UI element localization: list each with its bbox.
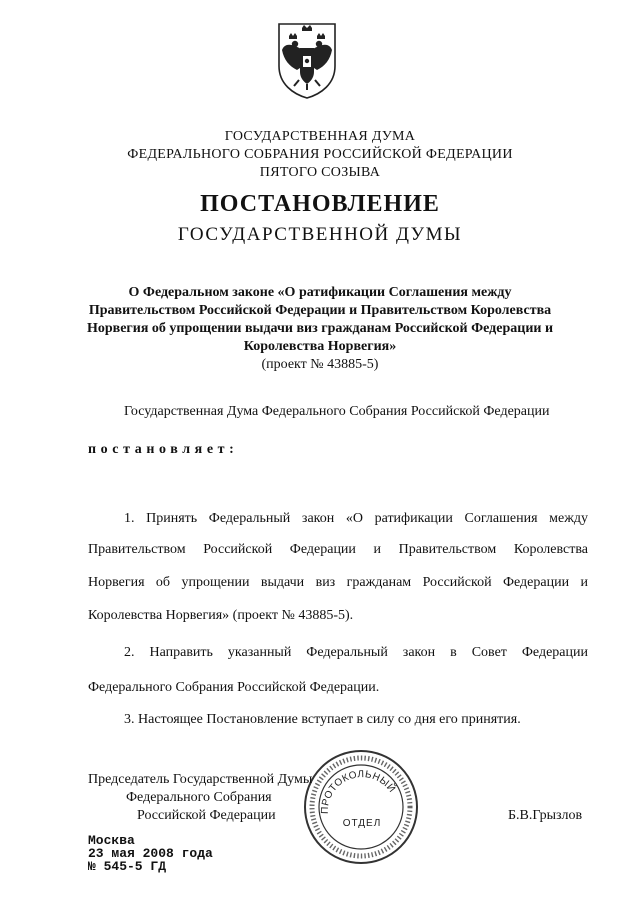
subject-project-number: (проект № 43885-5): [261, 357, 379, 372]
coat-of-arms-emblem: [275, 20, 339, 100]
paragraph-1-line-2: Правительством Российской Федерации и Правительством Королевства: [88, 542, 588, 557]
signatory-title-line-2: Федерального Собрания: [126, 790, 272, 805]
resolution-number: № 545-5 ГД: [88, 859, 167, 874]
issuer-line-2: ФЕДЕРАЛЬНОГО СОБРАНИЯ РОССИЙСКОЙ ФЕДЕРАЦИИ: [127, 147, 513, 162]
subject-line-2: Правительством Российской Федерации и Правительством Королевства: [88, 303, 552, 318]
subject-line-3: Норвегия об упрощении выдачи виз гражданам Российской Федерации и: [86, 321, 554, 336]
paragraph-2-line-2: Федерального Собрания Российской Федерации.: [88, 680, 380, 695]
signatory-title-line-1: Председатель Государственной Думы: [88, 772, 313, 787]
protocol-department-stamp: [302, 748, 420, 866]
adoption-date: 23 мая 2008 года: [88, 846, 213, 861]
signatory-name: Б.В.Грызлов: [508, 808, 583, 823]
subject-line-4: Королевства Норвегия»: [243, 339, 397, 354]
paragraph-1-line-4: Королевства Норвегия» (проект № 43885-5).: [88, 608, 354, 623]
resolution-verb: постановляет:: [88, 442, 239, 457]
paragraph-3: 3. Настоящее Постановление вступает в силу со дня его принятия.: [124, 712, 521, 727]
preamble: Государственная Дума Федерального Собрания Российской Федерации: [124, 404, 550, 419]
stamp-arc-text: ПРОТОКОЛЬНЫЙ: [319, 769, 398, 815]
signatory-title-line-3: Российской Федерации: [137, 808, 276, 823]
issuer-line-1: ГОСУДАРСТВЕННАЯ ДУМА: [224, 129, 416, 144]
stamp-center-text: ОТДЕЛ: [342, 818, 382, 829]
paragraph-1-line-3: Норвегия об упрощении выдачи виз гражданам Российской Федерации и: [88, 575, 588, 590]
subject-line-1: О Федеральном законе «О ратификации Соглашения между: [128, 285, 512, 300]
document-subtitle: ГОСУДАРСТВЕННОЙ ДУМЫ: [177, 224, 463, 245]
place-of-adoption: Москва: [88, 833, 135, 848]
svg-text:ПРОТОКОЛЬНЫЙ: [320, 769, 399, 814]
convocation-line: ПЯТОГО СОЗЫВА: [259, 165, 381, 180]
paragraph-1-line-1: 1. Принять Федеральный закон «О ратификации Соглашения между: [124, 511, 588, 526]
document-title: ПОСТАНОВЛЕНИЕ: [200, 191, 440, 217]
paragraph-2-line-1: 2. Направить указанный Федеральный закон в Совет Федерации: [124, 645, 588, 660]
